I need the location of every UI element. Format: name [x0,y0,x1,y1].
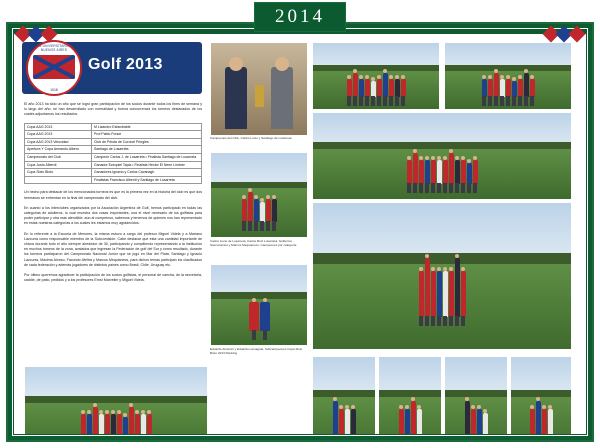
page-title: Golf 2013 [88,56,163,73]
photo-person-figure [419,160,424,184]
photo-person-figure [530,409,535,434]
club-logo-shield-icon [33,55,75,79]
page-content [14,34,586,434]
photo-people-row [25,398,207,434]
photo-person-figure [413,153,418,184]
photo-person-figure [225,67,247,129]
club-logo-top-text: CLUB UNIVERSITARIO DE BUENOS AIRES [32,44,76,52]
photo-people-row [211,294,307,331]
photo-person-figure [389,79,394,97]
photo-person-figure [401,79,406,97]
photo-person-figure [477,409,482,434]
photo-person-figure [473,160,478,184]
photo-person-figure [419,271,424,317]
photo-person-figure [248,192,253,222]
photo-person-figure [548,409,553,434]
photo-trophy-award [210,42,308,136]
photo-person-figure [482,79,487,97]
photo-person-figure [135,414,140,434]
photo-person-figure [399,409,404,434]
result-label: Copa AAG 2013 [25,131,92,139]
photo-group-bottom-left [24,366,208,434]
photo-caption-two-players: Eduardo Andoniri y Eduardo Lamagnia, Subcampeones Copa Sixto Bioto 2013 Ranking [210,347,303,355]
result-label: Copa Sixto Bioto [25,169,92,177]
photo-person-figure [437,160,442,184]
photo-person-figure [494,73,499,97]
photo-person-figure [431,160,436,184]
result-value: Ganador Ezequiel Tapia • Finalista Hector El Nene Lindner [92,161,202,169]
photo-person-figure [111,414,116,434]
corner-ornament-right [542,25,586,43]
photo-person-figure [407,160,412,184]
photo-person-figure [351,409,356,434]
photo-person-figure [87,414,92,434]
body-paragraph-4: Por último queremos agradecer la participación de los socios golfistas, el personal de cancha, de la secretaría, caddie, de patio, pedidos y a los profesores Ernst Marvelim y Miguel Videla. [24,273,202,283]
photo-group-bottom-3 [444,356,508,434]
photo-caption-trophy: Campeones del Club, Carlos Lucio y Santiago de Lusarreta [210,136,292,140]
photo-people-row [445,392,507,434]
photo-two-players [210,264,308,346]
table-row [25,146,202,154]
result-label: Copa AAG 2013 Velocidad [25,138,92,146]
photo-team-group-top [312,42,440,110]
photo-person-figure [260,302,270,331]
photo-team-mid-right [312,112,572,200]
photo-group-bottom-1 [312,356,376,434]
photo-people-row [511,392,571,434]
table-row [25,131,202,139]
table-row [25,123,202,131]
photo-person-figure [506,79,511,97]
photo-person-figure [443,271,448,317]
photo-person-figure [425,160,430,184]
photo-person-figure [99,414,104,434]
photo-person-figure [536,401,541,434]
photo-person-figure [272,199,277,222]
photo-people-row [313,67,439,97]
photo-person-figure [488,79,493,97]
photo-person-figure [437,271,442,317]
photo-person-figure [471,409,476,434]
article-text-column [24,102,202,288]
photo-person-figure [383,73,388,97]
club-logo-bottom-text: 1918 [50,88,58,92]
table-row [25,169,202,177]
photo-person-figure [377,79,382,97]
photo-people-row [445,67,571,97]
results-table [24,123,202,185]
photo-person-figure [81,414,86,434]
table-row [25,176,202,184]
club-logo [26,40,82,96]
body-paragraph-3: En lo referente a la Escuela de Menores, la misma estuvo a cargo del profesor Miguel Videla y a Mariano Lazcurra como responsable miembro de la Subcomisión. Cabe destacar que esta una cantidad importante de chicos durante todo el año siempre alrededor de 30, participando y compitiendo representando a la institución en muchos torneos de la zona, avalados que ingresan la Federación de golf del Sur y como resultado, durante los torneos participaron del Campeonato Nacional Junior que se jugó en Mar del Plata, Santiago y Ignacio Lazcurra, Maxima Alonso, Facundo Afeltra y Marcos Mequianecs, para dichos temas participan los clasificados de cada federación y además jugadores de distintos países como Brasil, Chile, Uruguay etc. [24,231,202,267]
photo-person-figure [467,163,472,184]
diamond-red-icon [569,26,586,43]
photo-person-head [275,57,289,71]
article-header-bar [22,42,202,94]
photo-person-figure [345,409,350,434]
photo-person-figure [339,409,344,434]
photo-person-figure [512,81,517,97]
photo-players-on-green [312,202,572,350]
result-value: Club de Pelota de Coronel Pringles [92,138,202,146]
photo-people-row [211,183,307,222]
result-value: Prof Pablo Ponce [92,131,202,139]
table-row [25,161,202,169]
photo-person-figure [542,409,547,434]
photo-person-figure [524,73,529,97]
photo-person-figure [147,414,152,434]
photo-person-figure [129,407,134,434]
photo-person-figure [249,302,259,331]
photo-person-figure [365,79,370,97]
photo-caption-mid-left: Carlos Lucio de Lusarreta, Carlos Ruiz Lusarreta, Guillermo Sacconantos y Marcos Mequianecs, Campeones por categoría [210,239,297,247]
photo-person-figure [455,258,460,317]
photo-group-bottom-2 [378,356,442,434]
photo-person-figure [333,401,338,434]
result-value: M Lisandro Esfandiable [92,123,202,131]
result-value: Ganadores Ignacio y Carlos Cavanagh [92,169,202,177]
result-label [25,176,92,184]
corner-ornament-left [14,25,58,43]
photo-team-mid-left [210,152,308,238]
photo-person-figure [260,202,265,222]
photo-person-figure [443,160,448,184]
photo-person-figure [449,153,454,184]
photo-person-figure [461,271,466,317]
photo-person-figure [141,414,146,434]
result-label: Apertura Y Copa Armando Albero [25,146,92,154]
table-row [25,138,202,146]
photo-person-figure [405,409,410,434]
photo-person-figure [461,160,466,184]
photo-person-figure [431,271,436,317]
photo-person-figure [353,73,358,97]
photo-group-bottom-4 [510,356,572,434]
photo-person-figure [417,409,422,434]
photo-person-figure [347,79,352,97]
photo-person-figure [123,417,128,434]
result-label: Copa Justo Alberdi [25,161,92,169]
photo-person-figure [93,407,98,434]
photo-trophy-icon [255,85,264,107]
photo-person-head [229,57,243,71]
photo-person-figure [465,401,470,434]
photo-people-row [313,392,375,434]
result-label: Copa AAG 2013 [25,123,92,131]
photo-person-figure [530,79,535,97]
photo-person-figure [271,67,293,129]
photo-person-figure [483,413,488,434]
photo-person-figure [359,79,364,97]
result-value: Finalistas Francisco Alberdi y Santiago de Lusarreta [92,176,202,184]
photo-person-figure [371,81,376,97]
photo-person-figure [425,258,430,317]
diamond-red-icon [41,26,58,43]
year-banner: 2014 [254,2,346,32]
photo-person-figure [254,199,259,222]
result-value: Santiago de Lusarreta [92,146,202,154]
photo-person-figure [117,414,122,434]
photo-person-figure [105,414,110,434]
photo-people-row [313,144,571,184]
photo-person-figure [455,160,460,184]
photo-people-row [313,241,571,317]
photo-person-figure [266,199,271,222]
photo-person-figure [395,79,400,97]
photo-team-right-top [444,42,572,110]
intro-paragraph: El año 2013 ha sido un año que se logró gran participación de los socios durante todos los fines de semana y lo largo del año, se han desarrollado con normalidad y buena concurrencia los torneos destacados de los cuales adjuntamos los resultados. [24,102,202,117]
table-row [25,153,202,161]
photo-person-figure [449,271,454,317]
result-label: Campeonato del Club [25,153,92,161]
photo-person-figure [500,79,505,97]
body-paragraph-2: En cuanto a los interclubes organizados por la Asociación Argentina de Golf, hemos participado en todas las categorías de adulteros, lo cual muestra dos cosas importantes, una el nivel necesario de los golfistas para poder participar y otra mas atendible, aún al comprenso, sabemos y tenemos de quienes nos han representado en estas nuestras categorías a los cuales les estamos muy agradecidos. [24,205,202,226]
photo-person-figure [242,199,247,222]
result-value: Campeón Carlos J. de Lusarreta • Finalista Santiago de Lusarreta [92,153,202,161]
photo-person-figure [518,79,523,97]
photo-people-row [379,392,441,434]
body-paragraph-1: Un hecho para destacar de los mencionados torneos es que es la primera vez en la historia del club es que dos hermanos se enfrentan en la final del campeonato del club. [24,190,202,200]
photo-person-figure [411,401,416,434]
